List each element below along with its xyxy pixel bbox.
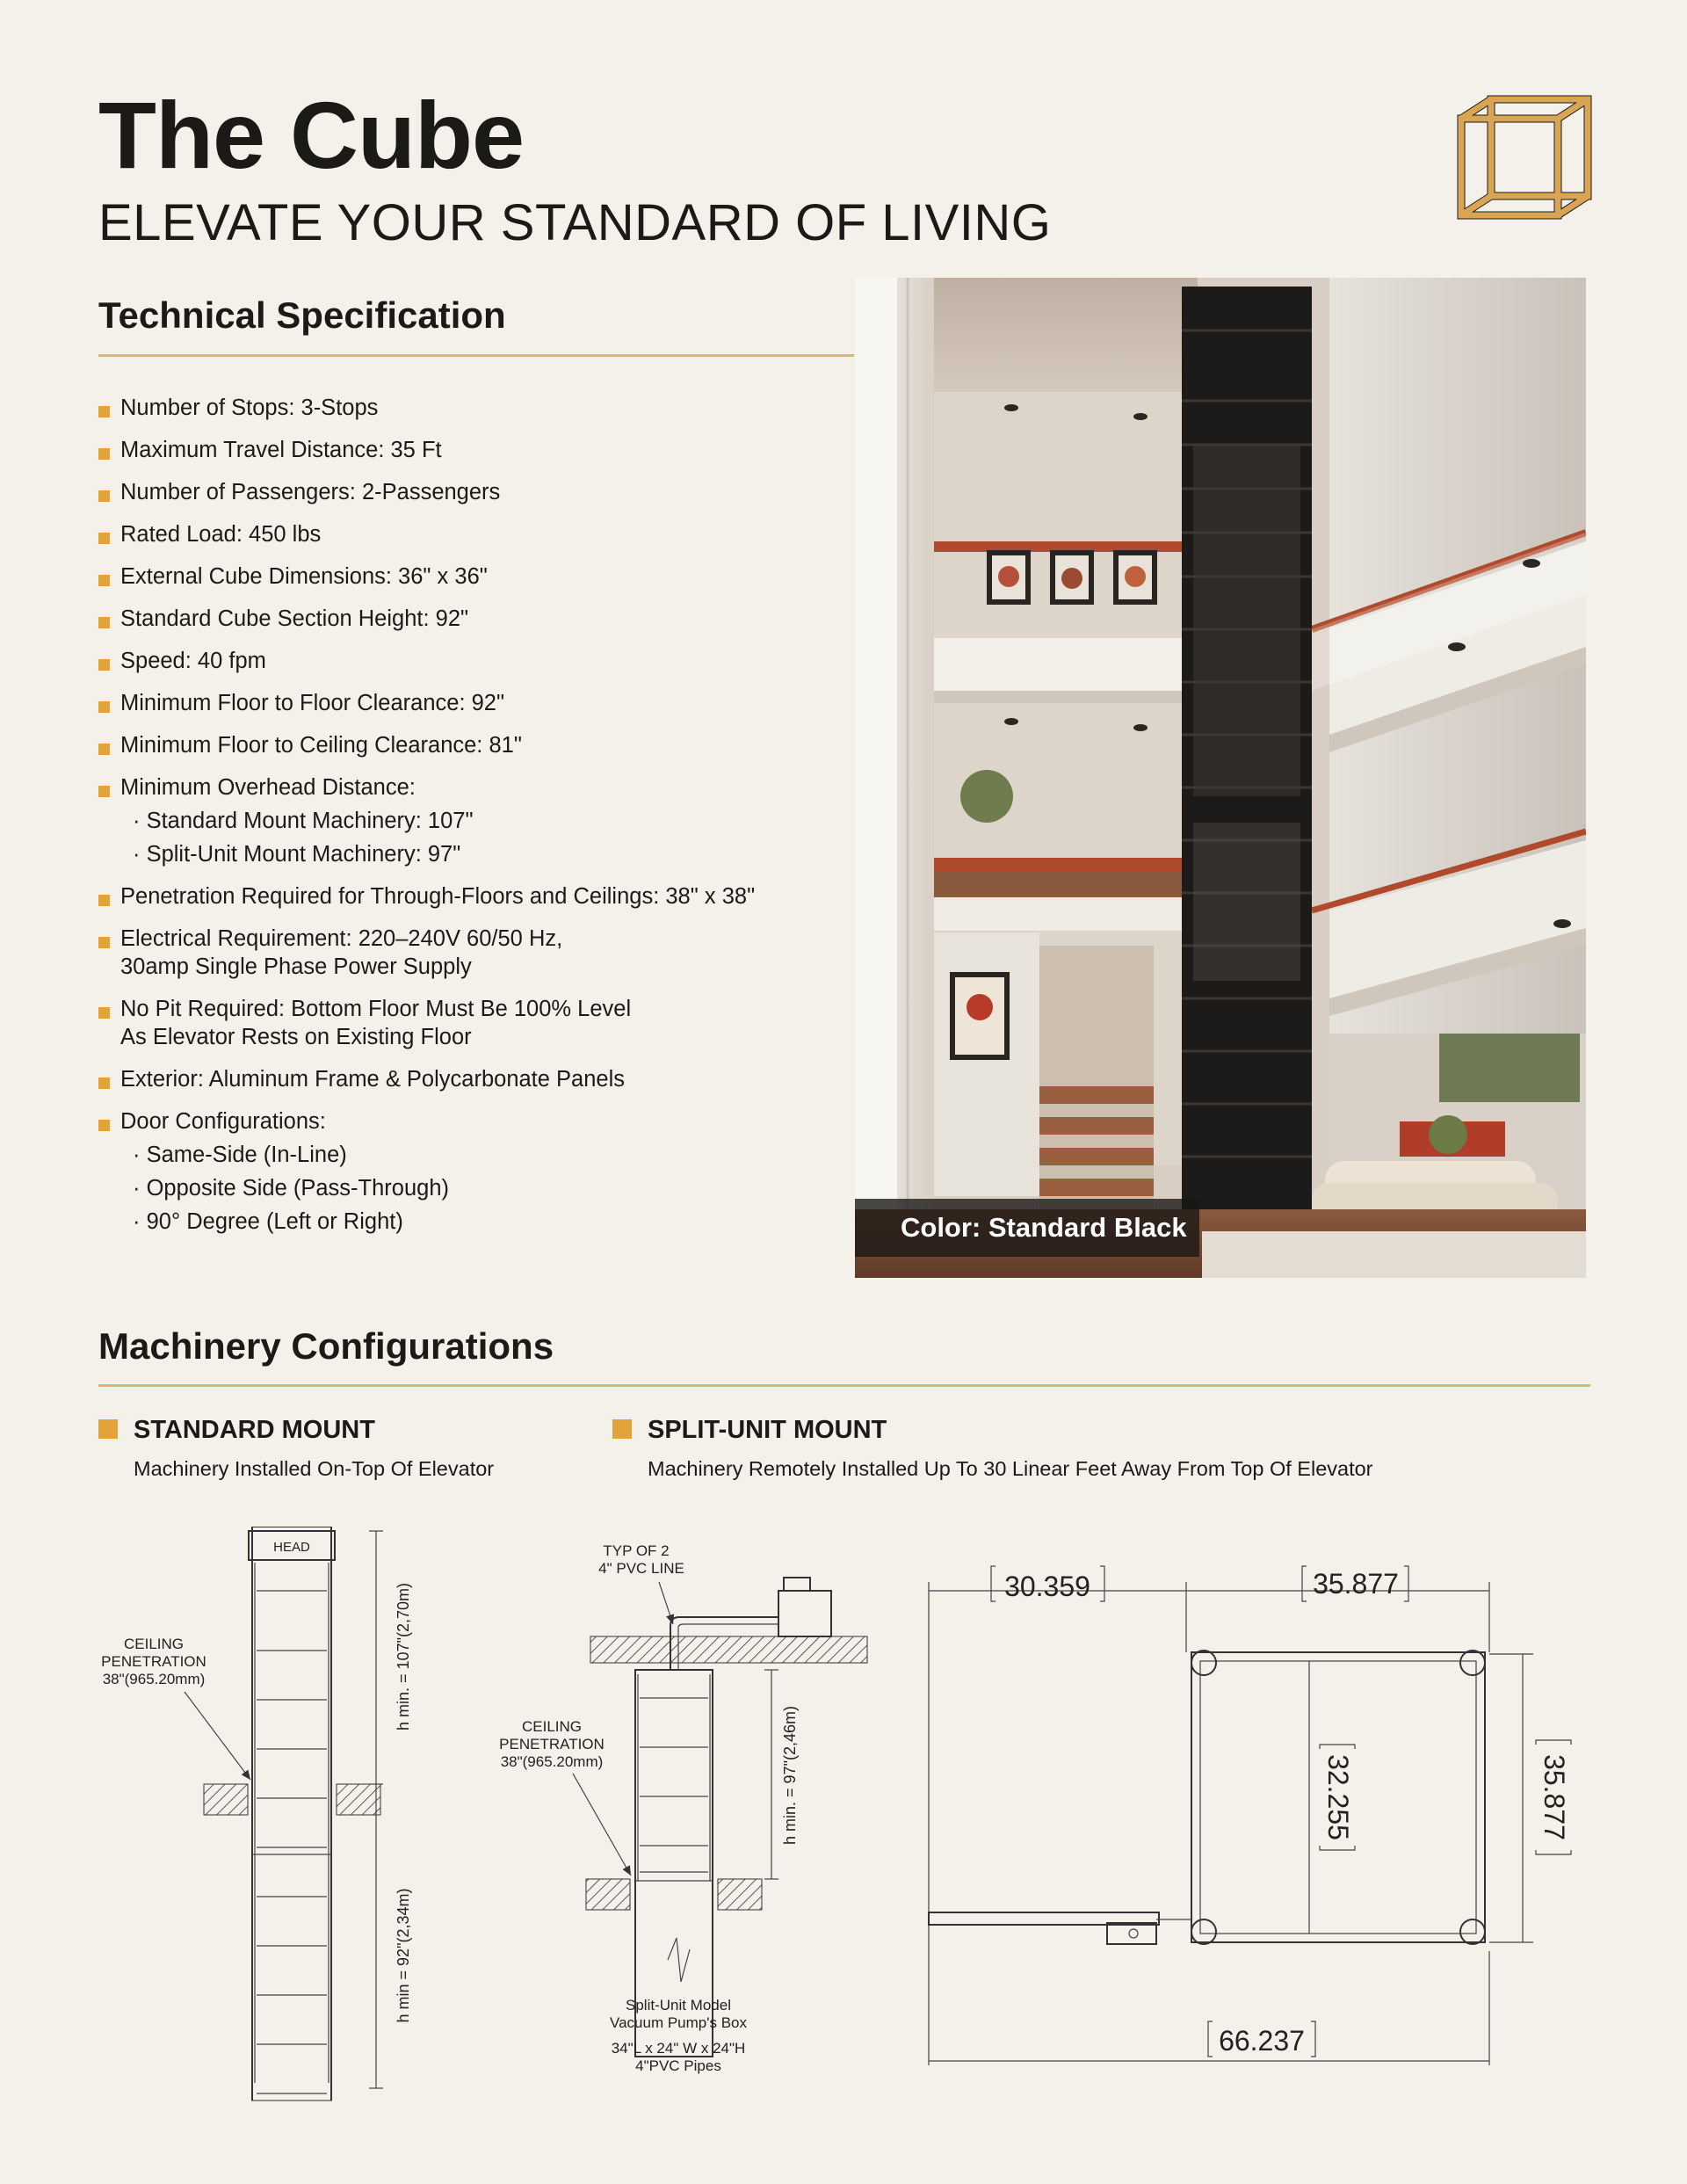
spec-item (98, 394, 854, 422)
standard-mount-drawing (101, 1527, 412, 2101)
split-ceiling-label-2: PENETRATION (499, 1736, 605, 1752)
spec-subitem: · Same-Side (In-Line) (133, 1143, 347, 1167)
spec-text: Maximum Travel Distance: 35 Ft (120, 438, 442, 462)
spec-text: Minimum Overhead Distance: (120, 775, 416, 800)
page-title: The Cube (98, 82, 525, 188)
ceiling-label-2: PENETRATION (101, 1653, 206, 1670)
dim-left: 30.359 (1004, 1571, 1090, 1602)
spec-item (98, 995, 854, 1051)
tech-spec-title: Technical Specification (98, 294, 506, 336)
dim-right: 35.877 (1539, 1754, 1570, 1840)
pump-label-2: Vacuum Pump's Box (610, 2014, 747, 2031)
spec-subitem: · 90° Degree (Left or Right) (133, 1209, 403, 1234)
split-h-label: h min. = 97"(2,46m) (781, 1706, 799, 1845)
dim-inner: 32.255 (1322, 1754, 1354, 1840)
spec-item (98, 925, 854, 981)
split-mount-bullet (612, 1419, 632, 1439)
split-ceiling-label-1: CEILING (521, 1718, 583, 1735)
split-ceiling-label-3: 38"(965.20mm) (500, 1753, 604, 1770)
spec-subitem: · Standard Mount Machinery: 107" (133, 809, 474, 833)
dim-bottom: 66.237 (1219, 2025, 1305, 2057)
elevator-interior-photo (855, 278, 1586, 1278)
standard-mount-title: STANDARD MOUNT (134, 1416, 375, 1444)
spec-item (98, 773, 854, 868)
spec-subitem: · Split-Unit Mount Machinery: 97" (133, 842, 461, 867)
machinery-drawings (0, 1494, 1687, 2109)
plan-view-drawing (929, 1566, 1571, 2065)
spec-bullet (98, 533, 110, 544)
pump-label-1: Split-Unit Model (626, 1997, 731, 2013)
spec-text: Number of Stops: 3-Stops (120, 395, 379, 420)
standard-mount-desc: Machinery Installed On-Top Of Elevator (134, 1457, 495, 1480)
spec-item (98, 520, 854, 548)
spec-text-continued: As Elevator Rests on Existing Floor (120, 1025, 472, 1049)
head-label: HEAD (273, 1540, 310, 1555)
pump-label-3: 34"L x 24" W x 24"H (611, 2040, 746, 2057)
spec-text: Rated Load: 450 lbs (120, 522, 322, 547)
spec-item (98, 1065, 854, 1093)
pvc-label-2: 4" PVC LINE (598, 1560, 684, 1577)
spec-item (98, 689, 854, 717)
spec-text: Electrical Requirement: 220–240V 60/50 Hz, (120, 926, 563, 951)
split-mount-title: SPLIT-UNIT MOUNT (648, 1416, 887, 1444)
page-subtitle: ELEVATE YOUR STANDARD OF LIVING (98, 194, 1052, 251)
spec-item (98, 731, 854, 759)
split-mount-drawing (499, 1542, 867, 2074)
machinery-title: Machinery Configurations (98, 1325, 554, 1367)
pump-label-4: 4"PVC Pipes (635, 2057, 721, 2074)
spec-bullet (98, 448, 110, 460)
spec-bullet (98, 490, 110, 502)
spec-text: Penetration Required for Through-Floors and Ceilings: 38" x 38" (120, 884, 756, 909)
ceiling-label-3: 38"(965.20mm) (102, 1671, 206, 1687)
spec-text: Door Configurations: (120, 1109, 326, 1134)
cube-outline-icon (1454, 92, 1595, 233)
spec-item (98, 562, 854, 591)
h-top-label: h min. = 107"(2,70m) (395, 1583, 412, 1731)
split-mount-desc: Machinery Remotely Installed Up To 30 Linear Feet Away From Top Of Elevator (648, 1457, 1373, 1480)
spec-text: Number of Passengers: 2-Passengers (120, 480, 501, 504)
spec-item (98, 882, 854, 911)
spec-item (98, 605, 854, 633)
spec-text: External Cube Dimensions: 36" x 36" (120, 564, 488, 589)
spec-bullet (98, 786, 110, 797)
photo-caption: Color: Standard Black (855, 1199, 1199, 1257)
spec-item (98, 647, 854, 675)
spec-item (98, 436, 854, 464)
spec-bullet (98, 1120, 110, 1131)
spec-bullet (98, 617, 110, 628)
spec-text: Minimum Floor to Ceiling Clearance: 81" (120, 733, 522, 758)
spec-bullet (98, 406, 110, 417)
spec-text: Speed: 40 fpm (120, 649, 266, 673)
spec-text: Exterior: Aluminum Frame & Polycarbonate Panels (120, 1067, 625, 1092)
pvc-label-1: TYP OF 2 (603, 1542, 670, 1559)
ceiling-label-1: CEILING (123, 1636, 185, 1652)
spec-bullet (98, 895, 110, 906)
spec-bullet (98, 1077, 110, 1089)
spec-list (98, 394, 854, 1250)
spec-bullet (98, 744, 110, 755)
dim-top: 35.877 (1313, 1568, 1399, 1600)
spec-text: No Pit Required: Bottom Floor Must Be 100% Level (120, 997, 632, 1021)
tech-spec-rule (98, 354, 854, 357)
spec-text: Standard Cube Section Height: 92" (120, 606, 469, 631)
spec-bullet (98, 575, 110, 586)
spec-item (98, 478, 854, 506)
spec-bullet (98, 659, 110, 671)
spec-item (98, 1107, 854, 1236)
machinery-rule (98, 1384, 1590, 1387)
h-bottom-label: h min = 92"(2,34m) (395, 1888, 412, 2023)
spec-bullet (98, 701, 110, 713)
spec-text: Minimum Floor to Floor Clearance: 92" (120, 691, 505, 715)
spec-text-continued: 30amp Single Phase Power Supply (120, 954, 472, 979)
spec-subitem: · Opposite Side (Pass-Through) (133, 1176, 449, 1201)
standard-mount-bullet (98, 1419, 118, 1439)
spec-bullet (98, 1007, 110, 1019)
spec-bullet (98, 937, 110, 948)
